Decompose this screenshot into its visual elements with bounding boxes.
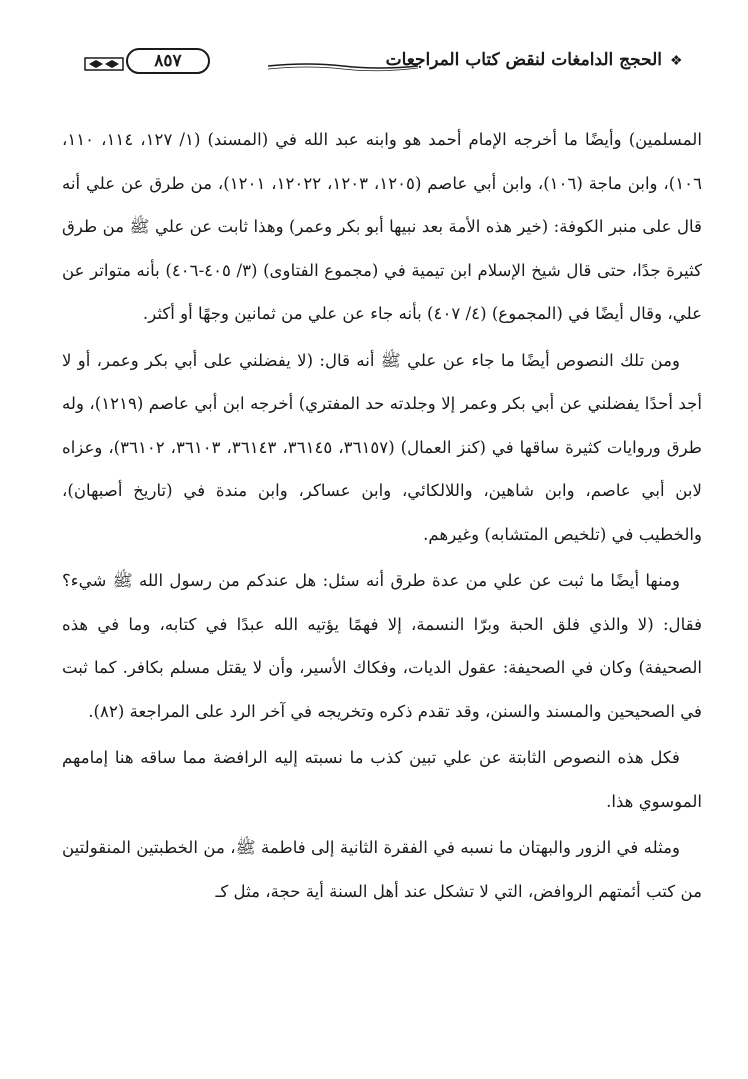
decorative-rule [268,60,418,72]
paragraph: المسلمين) وأيضًا ما أخرجه الإمام أحمد هو وابنه عبد الله في (المسند) (١/ ١٢٧، ١١٤، ١١٠، ١٠٦)، وابن ماجة (١٠٦)، وابن أبي عاصم (١٢٠٥، ١٢٠٣، ١٢٠٢٢، ١٢٠١)، من طرق عن علي أنه قال على منبر الكوفة: (خير هذه الأمة بعد نبيها أبو بكر وعمر) وهذا ثابت عن علي ﷺ من طرق كثيرة جدًا، حتى قال شيخ الإسلام ابن تيمية في (مجموع الفتاوى) (٣/ ٤٠٥-٤٠٦) بأنه متواتر عن علي، وقال أيضًا في (المجموع) (٤/ ٤٠٧) بأنه جاء عن علي من ثمانين وجهًا أو أكثر. [62,130,703,323]
page-header [78,44,690,80]
paragraph: ومن تلك النصوص أيضًا ما جاء عن علي ﷺ أنه قال: (لا يفضلني على أبي بكر وعمر، أو لا أجد أحدًا يفضلني عن أبي بكر وعمر إلا وجلدته حد المفتري) أخرجه ابن أبي عاصم (١٢١٩)، وله طرق وروايات كثيرة ساقها في (كنز العمال) (٣٦١٥٧، ٣٦١٤٥، ٣٦١٤٣، ٣٦١٠٣، ٣٦١٠٢)، وعزاه لابن أبي عاصم، وابن شاهين، واللالكائي، وابن عساكر، وابن مندة في (تاريخ أصبهان)، والخطيب في (تلخيص المتشابه) وغيرهم. [62,350,702,544]
book-title: الحجج الدامغات لنقض كتاب المراجعات [385,50,662,70]
paragraph: فكل هذه النصوص الثابتة عن علي تبين كذب ما نسبته إليه الرافضة مما ساقه هنا إمامهم الموسوي هذا. [62,748,702,811]
paragraph: ومثله في الزور والبهتان ما نسبه في الفقرة الثانية إلى فاطمة ﷺ، من الخطبتين المنقولتين من كتب أئمتهم الروافض، التي لا تشكل عند أهل السنة أية حجة، مثل كـ [62,838,702,901]
ornament-left-icon [84,56,124,72]
page-body [62,118,702,913]
page-number: ٨٥٧ [126,48,210,74]
ornament-icon: ❖ [670,53,683,69]
paragraph: ومنها أيضًا ما ثبت عن علي من عدة طرق أنه سئل: هل عندكم من رسول الله ﷺ شيء؟ فقال: (لا والذي فلق الحبة وبرّا النسمة، إلا فهمًا يؤتيه الله عبدًا في كتابه، وما في هذه الصحيفة) وكان في الصحيفة: عقول الديات، وفكاك الأسير، وأن لا يقتل مسلم بكافر. كما ثبت في الصحيحين والمسند والسنن، وقد تقدم ذكره وتخريجه في آخر الرد على المراجعة (٨٢). [62,571,702,721]
